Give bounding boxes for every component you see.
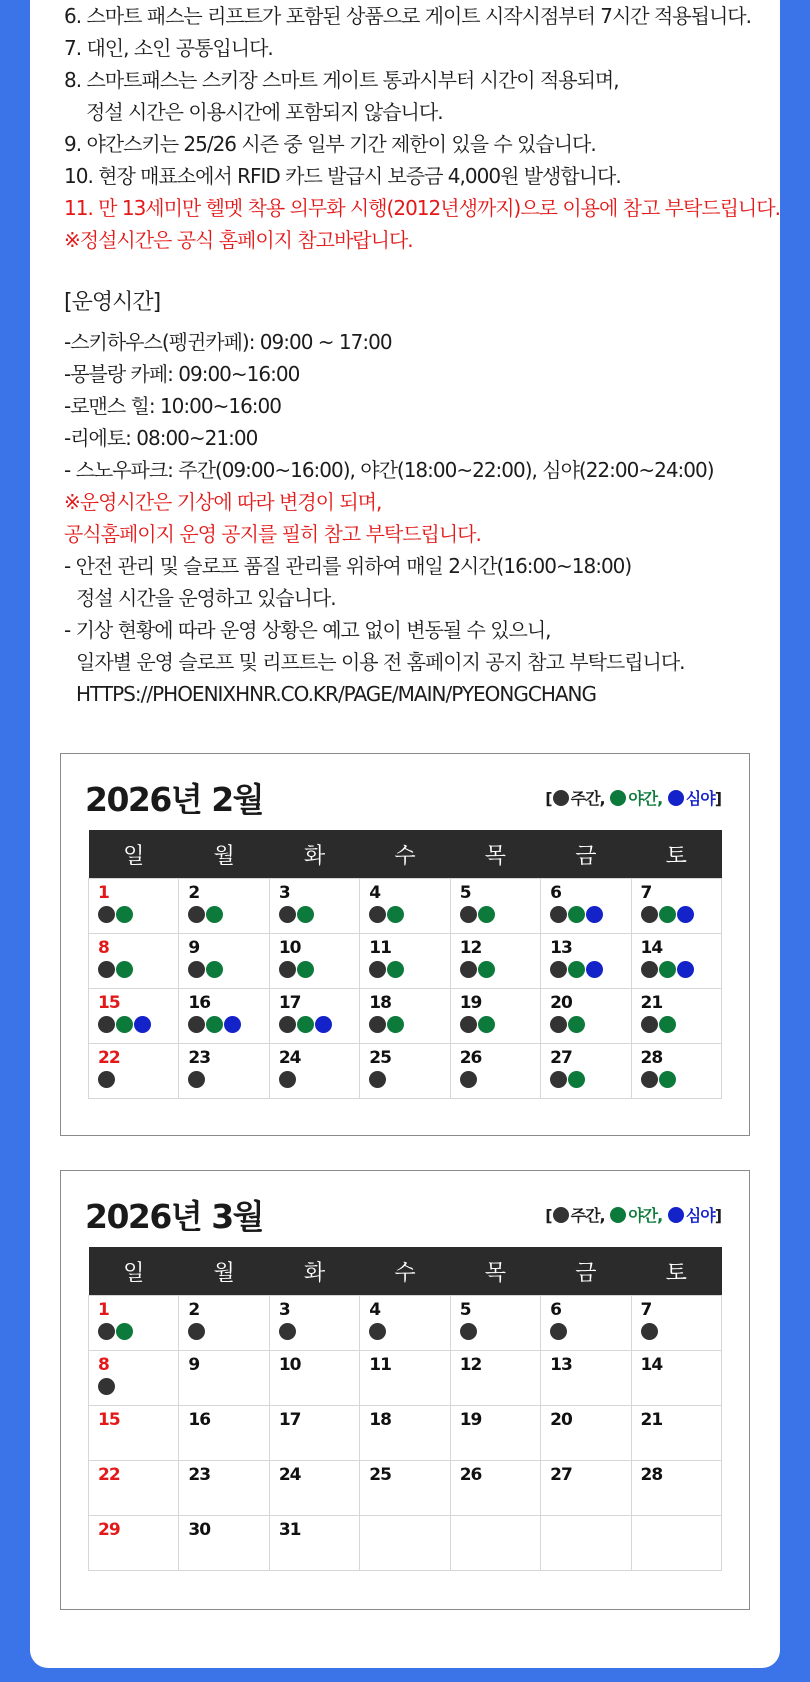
calendar-day-cell — [631, 879, 721, 934]
night-dot-icon — [568, 1071, 585, 1088]
day-number: 7 — [640, 1300, 652, 1320]
day-number: 27 — [550, 1048, 572, 1068]
calendar-day-cell — [360, 879, 450, 934]
session-indicators — [279, 1016, 359, 1034]
night-dot-icon — [297, 906, 314, 923]
day-number: 2 — [188, 1300, 200, 1320]
day-number: 8 — [98, 938, 109, 958]
day-number: 20 — [550, 993, 572, 1013]
day-dot-icon — [369, 906, 386, 923]
day-number: 27 — [550, 1465, 572, 1485]
calendar-day-cell — [360, 1044, 450, 1099]
day-dot-icon — [188, 1071, 205, 1088]
day-number: 12 — [459, 1355, 482, 1375]
calendar-week-row — [89, 1296, 722, 1351]
session-indicators — [188, 1016, 268, 1034]
homepage-url[interactable]: HTTPS://PHOENIXHNR.CO.KR/PAGE/MAIN/PYEONGCHANG — [76, 682, 597, 706]
note-8-cont: 정설 시간은 이용시간에 포함되지 않습니다. — [86, 100, 443, 124]
session-indicators — [188, 1323, 268, 1341]
day-dot-icon — [550, 906, 567, 923]
calendar-day-cell — [89, 1461, 179, 1516]
late-night-dot-icon — [586, 906, 603, 923]
session-indicators — [369, 1323, 449, 1341]
calendar-grid — [88, 830, 722, 1099]
calendar-mar — [60, 1170, 750, 1610]
session-indicators — [460, 1016, 540, 1034]
calendar-day-cell — [269, 1461, 359, 1516]
calendar-day-cell — [541, 1296, 631, 1351]
calendar-week-row — [89, 1516, 722, 1571]
day-dot-icon — [641, 1016, 658, 1033]
legend-open: [ — [545, 1206, 552, 1225]
day-dot-icon — [369, 1071, 386, 1088]
calendar-title: 2026년 3월 — [85, 1197, 264, 1236]
calendar-day-cell — [450, 1406, 540, 1461]
late-night-dot-icon — [315, 1016, 332, 1033]
calendar-title: 2026년 2월 — [85, 780, 264, 819]
hours-weather-change: - 기상 현황에 따라 운영 상황은 예고 없이 변동될 수 있으니, — [64, 618, 551, 642]
day-number: 19 — [459, 993, 482, 1013]
session-indicators — [369, 1016, 449, 1034]
notes-section — [64, 0, 780, 710]
day-number: 9 — [188, 938, 200, 958]
day-number: 13 — [550, 938, 572, 958]
day-dot-icon — [369, 961, 386, 978]
legend-night: 야간, — [628, 1206, 663, 1225]
day-number: 16 — [188, 993, 211, 1013]
weekday-tue: 화 — [269, 830, 359, 879]
calendar-day-cell — [179, 1351, 269, 1406]
late-night-dot-icon — [668, 790, 684, 806]
session-indicators — [98, 1378, 178, 1396]
calendar-day-cell — [541, 1461, 631, 1516]
day-dot-icon — [279, 1071, 296, 1088]
note-6: 6. 스마트 패스는 리프트가 포함된 상품으로 게이트 시작시점부터 7시간 적용됩니다. — [64, 4, 751, 28]
day-dot-icon — [550, 961, 567, 978]
calendar-day-cell — [450, 1296, 540, 1351]
weekday-thu: 목 — [450, 830, 540, 879]
day-dot-icon — [550, 1071, 567, 1088]
session-indicators — [550, 1071, 630, 1089]
session-indicators — [550, 906, 630, 924]
day-number: 28 — [640, 1048, 663, 1068]
day-dot-icon — [369, 1323, 386, 1340]
calendar-day-cell — [89, 1406, 179, 1461]
calendar-day-cell — [269, 1351, 359, 1406]
session-indicators — [460, 1071, 540, 1089]
calendar-day-cell — [360, 934, 450, 989]
night-dot-icon — [387, 906, 404, 923]
day-number: 25 — [369, 1048, 391, 1068]
day-number: 16 — [188, 1410, 211, 1430]
night-dot-icon — [387, 961, 404, 978]
calendar-week-row — [89, 989, 722, 1044]
calendar-day-cell — [360, 989, 450, 1044]
day-dot-icon — [98, 961, 115, 978]
session-indicators — [641, 1016, 721, 1034]
note-grooming: ※정설시간은 공식 홈페이지 참고바랍니다. — [64, 228, 413, 252]
legend-late: 심야 — [685, 789, 715, 808]
calendar-day-cell — [541, 934, 631, 989]
calendar-day-cell — [269, 934, 359, 989]
day-number: 15 — [98, 1410, 120, 1430]
night-dot-icon — [206, 961, 223, 978]
day-number: 23 — [188, 1465, 211, 1485]
weekday-fri: 금 — [541, 1247, 631, 1296]
night-dot-icon — [478, 961, 495, 978]
calendar-day-cell — [541, 1351, 631, 1406]
calendar-day-cell — [631, 934, 721, 989]
day-number: 10 — [278, 938, 301, 958]
calendar-day-cell — [89, 1296, 179, 1351]
hours-lieto: -리에토: 08:00~21:00 — [64, 426, 258, 450]
calendar-week-row — [89, 1406, 722, 1461]
legend-close: ] — [714, 789, 721, 808]
weekday-wed: 수 — [360, 830, 450, 879]
legend-night: 야간, — [628, 789, 663, 808]
calendar-day-cell — [360, 1461, 450, 1516]
weekday-sun: 일 — [89, 1247, 179, 1296]
session-indicators — [369, 906, 449, 924]
late-night-dot-icon — [134, 1016, 151, 1033]
calendar-day-cell — [541, 1516, 631, 1571]
session-indicators — [98, 1016, 178, 1034]
day-number: 12 — [459, 938, 482, 958]
day-dot-icon — [460, 961, 477, 978]
night-dot-icon — [568, 906, 585, 923]
day-number: 22 — [98, 1465, 120, 1485]
session-indicators — [369, 961, 449, 979]
calendar-day-cell — [631, 1406, 721, 1461]
note-11: 11. 만 13세미만 헬멧 착용 의무화 시행(2012년생까지)으로 이용에 참고 부탁드립니다. — [64, 196, 780, 220]
session-indicators — [550, 961, 630, 979]
calendar-day-cell — [450, 1044, 540, 1099]
session-indicators — [641, 1071, 721, 1089]
calendar-day-cell — [179, 1406, 269, 1461]
calendar-day-cell — [360, 1296, 450, 1351]
day-dot-icon — [98, 1071, 115, 1088]
day-dot-icon — [188, 961, 205, 978]
session-indicators — [279, 1071, 359, 1089]
calendar-day-cell — [269, 989, 359, 1044]
calendar-week-row — [89, 1044, 722, 1099]
calendar-day-cell — [360, 1406, 450, 1461]
note-7: 7. 대인, 소인 공통입니다. — [64, 36, 273, 60]
hours-official-notice: 공식홈페이지 운영 공지를 필히 참고 부탁드립니다. — [64, 522, 481, 546]
night-dot-icon — [116, 906, 133, 923]
weekday-mon: 월 — [179, 830, 269, 879]
session-indicators — [369, 1071, 449, 1089]
day-number: 5 — [459, 883, 471, 903]
day-number: 13 — [550, 1355, 572, 1375]
day-number: 1 — [98, 883, 109, 903]
night-dot-icon — [659, 906, 676, 923]
legend-close: ] — [714, 1206, 721, 1225]
day-dot-icon — [550, 1016, 567, 1033]
calendar-day-cell — [179, 1516, 269, 1571]
session-indicators — [98, 961, 178, 979]
calendar-day-cell — [631, 1461, 721, 1516]
calendar-day-cell — [269, 1516, 359, 1571]
legend-open: [ — [545, 789, 552, 808]
day-number: 23 — [188, 1048, 211, 1068]
late-night-dot-icon — [586, 961, 603, 978]
day-number: 29 — [98, 1520, 120, 1540]
late-night-dot-icon — [668, 1207, 684, 1223]
session-indicators — [460, 1323, 540, 1341]
late-night-dot-icon — [224, 1016, 241, 1033]
day-dot-icon — [460, 1071, 477, 1088]
night-dot-icon — [478, 906, 495, 923]
weekday-fri: 금 — [541, 830, 631, 879]
legend-day: 주간, — [570, 789, 605, 808]
weekday-tue: 화 — [269, 1247, 359, 1296]
legend-late: 심야 — [685, 1206, 715, 1225]
day-number: 19 — [459, 1410, 482, 1430]
night-dot-icon — [297, 961, 314, 978]
day-number: 3 — [278, 883, 290, 903]
session-indicators — [98, 1071, 178, 1089]
hours-weather-change-cont: 일자별 운영 슬로프 및 리프트는 이용 전 홈페이지 공지 참고 부탁드립니다. — [76, 650, 685, 674]
calendar-day-cell — [541, 879, 631, 934]
calendar-day-cell — [631, 1044, 721, 1099]
night-dot-icon — [568, 1016, 585, 1033]
day-number: 20 — [550, 1410, 572, 1430]
day-number: 17 — [278, 1410, 301, 1430]
weekday-sun: 일 — [89, 830, 179, 879]
day-dot-icon — [188, 1016, 205, 1033]
calendar-day-cell — [179, 989, 269, 1044]
calendar-feb — [60, 753, 750, 1136]
calendar-day-cell — [450, 1461, 540, 1516]
session-indicators — [460, 906, 540, 924]
hours-snow-park: - 스노우파크: 주간(09:00~16:00), 야간(18:00~22:00), 심야(22:00~24:00) — [64, 458, 714, 482]
night-dot-icon — [659, 1071, 676, 1088]
day-number: 30 — [188, 1520, 211, 1540]
day-dot-icon — [279, 1016, 296, 1033]
day-number: 24 — [278, 1465, 301, 1485]
day-number: 2 — [188, 883, 200, 903]
calendar-day-cell — [360, 1351, 450, 1406]
night-dot-icon — [297, 1016, 314, 1033]
day-number: 4 — [369, 883, 381, 903]
calendar-day-cell — [179, 879, 269, 934]
calendar-day-cell — [89, 989, 179, 1044]
hours-safety: - 안전 관리 및 슬로프 품질 관리를 위하여 매일 2시간(16:00~18:00) — [64, 554, 632, 578]
hours-title: [운영시간] — [64, 290, 161, 315]
calendar-day-cell — [541, 1406, 631, 1461]
note-9: 9. 야간스키는 25/26 시즌 중 일부 기간 제한이 있을 수 있습니다. — [64, 132, 596, 156]
calendar-day-cell — [89, 1351, 179, 1406]
calendar-day-cell — [269, 1044, 359, 1099]
night-dot-icon — [116, 1016, 133, 1033]
night-dot-icon — [659, 1016, 676, 1033]
weekday-thu: 목 — [450, 1247, 540, 1296]
session-indicators — [188, 961, 268, 979]
calendar-grid — [88, 1247, 722, 1571]
day-number: 18 — [369, 993, 391, 1013]
calendar-day-cell — [269, 1406, 359, 1461]
day-number: 9 — [188, 1355, 200, 1375]
note-10: 10. 현장 매표소에서 RFID 카드 발급시 보증금 4,000원 발생합니다. — [64, 164, 621, 188]
calendar-day-cell — [360, 1516, 450, 1571]
day-number: 4 — [369, 1300, 381, 1320]
day-dot-icon — [553, 790, 569, 806]
calendar-day-cell — [89, 879, 179, 934]
night-dot-icon — [206, 906, 223, 923]
calendar-day-cell — [89, 1044, 179, 1099]
night-dot-icon — [659, 961, 676, 978]
hours-romance-hill: -로맨스 힐: 10:00~16:00 — [64, 394, 281, 418]
calendar-day-cell — [541, 1044, 631, 1099]
day-number: 24 — [278, 1048, 301, 1068]
session-indicators — [641, 961, 721, 979]
day-number: 31 — [278, 1520, 301, 1540]
day-number: 1 — [98, 1300, 109, 1320]
day-number: 8 — [98, 1355, 109, 1375]
night-dot-icon — [568, 961, 585, 978]
night-dot-icon — [206, 1016, 223, 1033]
day-dot-icon — [279, 1323, 296, 1340]
session-indicators — [550, 1016, 630, 1034]
calendar-day-cell — [179, 1461, 269, 1516]
day-number: 21 — [640, 993, 663, 1013]
day-number: 26 — [459, 1048, 482, 1068]
day-dot-icon — [641, 906, 658, 923]
calendar-day-cell — [450, 1351, 540, 1406]
calendar-week-row — [89, 1351, 722, 1406]
day-number: 14 — [640, 1355, 663, 1375]
day-number: 7 — [640, 883, 652, 903]
hours-montblanc-cafe: -몽블랑 카페: 09:00~16:00 — [64, 362, 300, 386]
calendar-week-row — [89, 879, 722, 934]
day-dot-icon — [279, 906, 296, 923]
session-indicators — [460, 961, 540, 979]
calendar-day-cell — [179, 1044, 269, 1099]
night-dot-icon — [116, 1323, 133, 1340]
weekday-wed: 수 — [360, 1247, 450, 1296]
calendar-day-cell — [179, 934, 269, 989]
calendar-day-cell — [541, 989, 631, 1044]
legend — [545, 1203, 721, 1226]
session-indicators — [188, 906, 268, 924]
night-dot-icon — [478, 1016, 495, 1033]
day-dot-icon — [641, 1323, 658, 1340]
day-number: 18 — [369, 1410, 391, 1430]
calendar-day-cell — [631, 1351, 721, 1406]
day-dot-icon — [460, 906, 477, 923]
calendar-day-cell — [631, 1296, 721, 1351]
calendar-day-cell — [269, 879, 359, 934]
hours-list — [64, 326, 764, 710]
calendar-day-cell — [450, 934, 540, 989]
day-dot-icon — [369, 1016, 386, 1033]
day-number: 17 — [278, 993, 301, 1013]
night-dot-icon — [610, 1207, 626, 1223]
calendar-day-cell — [450, 989, 540, 1044]
late-night-dot-icon — [677, 961, 694, 978]
day-number: 26 — [459, 1465, 482, 1485]
calendar-day-cell — [450, 879, 540, 934]
weekday-sat: 토 — [631, 830, 721, 879]
day-number: 25 — [369, 1465, 391, 1485]
session-indicators — [279, 906, 359, 924]
note-8: 8. 스마트패스는 스키장 스마트 게이트 통과시부터 시간이 적용되며, — [64, 68, 619, 92]
day-number: 6 — [550, 1300, 561, 1320]
day-number: 3 — [278, 1300, 290, 1320]
hours-ski-house: -스키하우스(펭귄카페): 09:00 ~ 17:00 — [64, 330, 392, 354]
session-indicators — [98, 906, 178, 924]
session-indicators — [279, 1323, 359, 1341]
calendar-week-row — [89, 1461, 722, 1516]
day-number: 6 — [550, 883, 561, 903]
session-indicators — [98, 1323, 178, 1341]
day-number: 10 — [278, 1355, 301, 1375]
session-indicators — [641, 906, 721, 924]
day-dot-icon — [460, 1323, 477, 1340]
day-number: 14 — [640, 938, 663, 958]
night-dot-icon — [116, 961, 133, 978]
hours-safety-cont: 정설 시간을 운영하고 있습니다. — [76, 586, 336, 610]
calendar-day-cell — [89, 934, 179, 989]
calendar-day-cell — [89, 1516, 179, 1571]
weekday-sat: 토 — [631, 1247, 721, 1296]
day-number: 11 — [369, 1355, 391, 1375]
legend-day: 주간, — [570, 1206, 605, 1225]
day-dot-icon — [279, 961, 296, 978]
session-indicators — [279, 961, 359, 979]
calendar-day-cell — [269, 1296, 359, 1351]
day-number: 22 — [98, 1048, 120, 1068]
calendar-day-cell — [450, 1516, 540, 1571]
night-dot-icon — [610, 790, 626, 806]
day-dot-icon — [641, 961, 658, 978]
day-number: 28 — [640, 1465, 663, 1485]
day-dot-icon — [188, 1323, 205, 1340]
session-indicators — [550, 1323, 630, 1341]
late-night-dot-icon — [677, 906, 694, 923]
day-dot-icon — [641, 1071, 658, 1088]
day-dot-icon — [98, 1016, 115, 1033]
calendar-week-row — [89, 934, 722, 989]
day-dot-icon — [553, 1207, 569, 1223]
calendar-day-cell — [179, 1296, 269, 1351]
day-dot-icon — [98, 1378, 115, 1395]
night-dot-icon — [387, 1016, 404, 1033]
session-indicators — [641, 1323, 721, 1341]
calendar-day-cell — [631, 989, 721, 1044]
legend — [545, 786, 721, 809]
day-dot-icon — [98, 1323, 115, 1340]
day-number: 11 — [369, 938, 391, 958]
day-dot-icon — [550, 1323, 567, 1340]
day-dot-icon — [460, 1016, 477, 1033]
hours-weather-notice: ※운영시간은 기상에 따라 변경이 되며, — [64, 490, 382, 514]
day-number: 21 — [640, 1410, 663, 1430]
calendar-day-cell — [631, 1516, 721, 1571]
session-indicators — [188, 1071, 268, 1089]
weekday-mon: 월 — [179, 1247, 269, 1296]
day-number: 15 — [98, 993, 120, 1013]
day-dot-icon — [98, 906, 115, 923]
day-number: 5 — [459, 1300, 471, 1320]
day-dot-icon — [188, 906, 205, 923]
